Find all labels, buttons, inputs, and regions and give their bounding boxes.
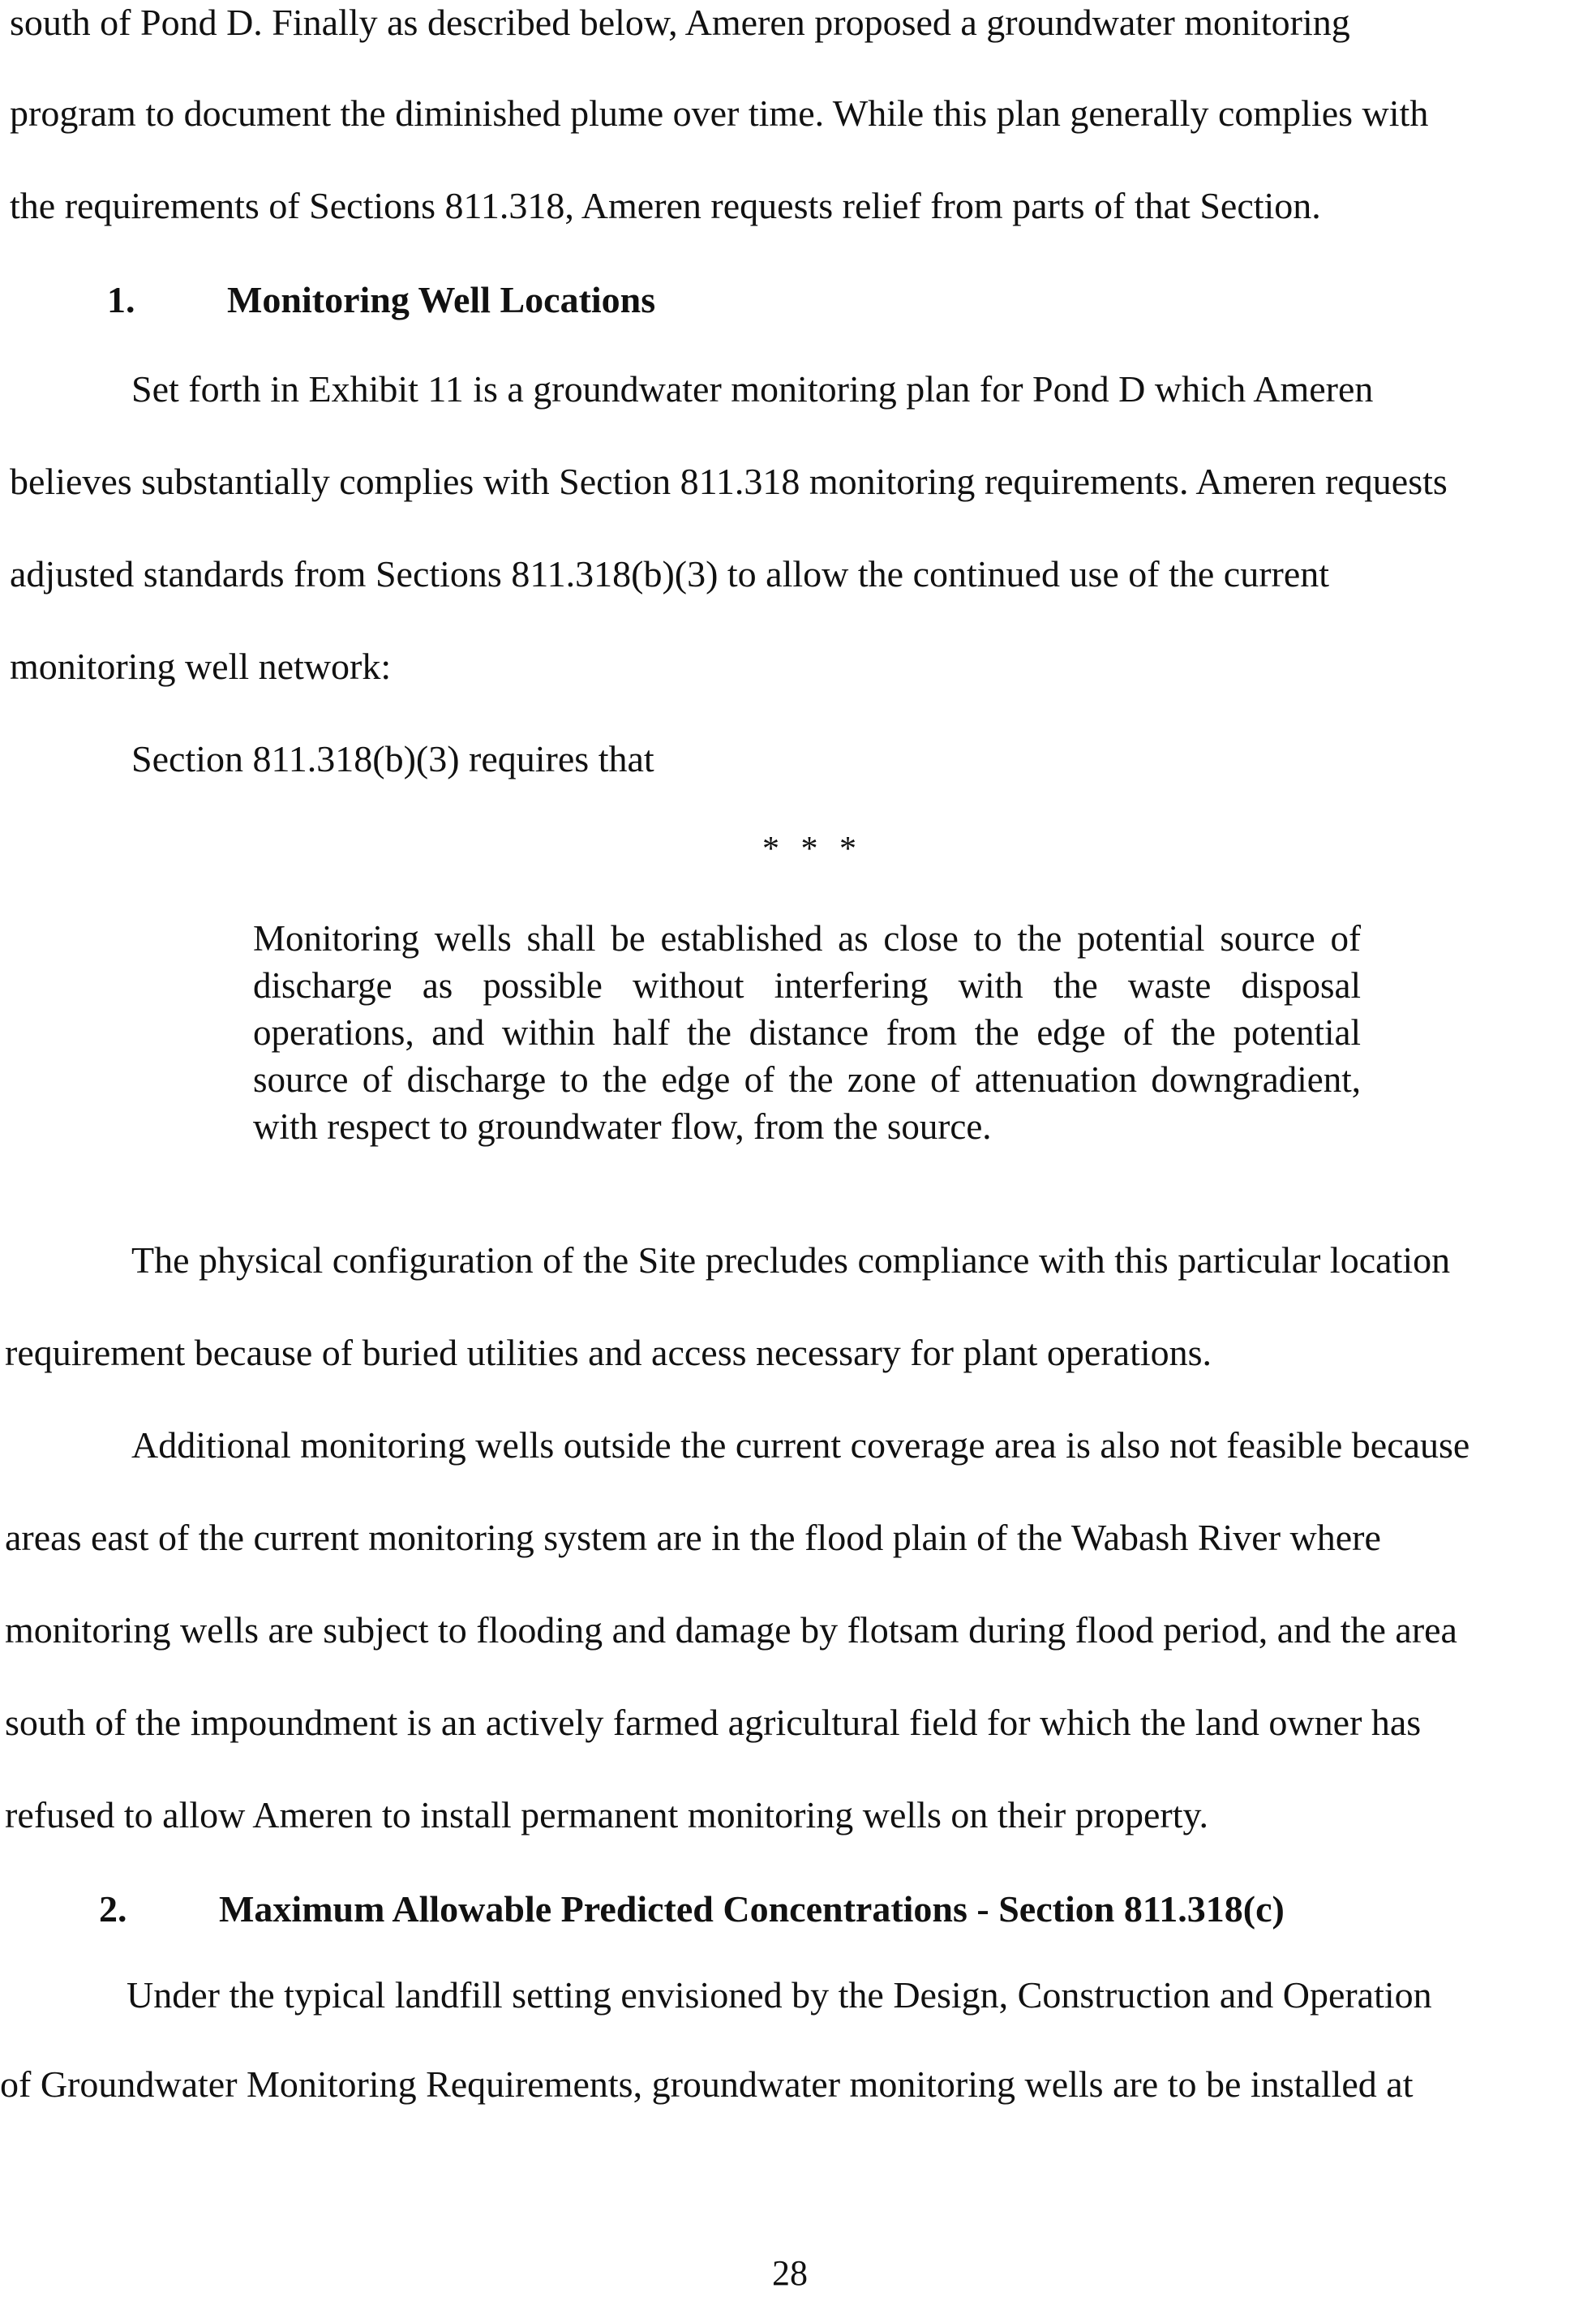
page-number: 28 (772, 2253, 808, 2293)
body-text-line: monitoring wells are subject to flooding and damage by flotsam during flood period, and the area (5, 1609, 1457, 1651)
body-text-line: requirement because of buried utilities and access necessary for plant operations. (5, 1332, 1212, 1373)
section-number: 2. (99, 1888, 127, 1930)
body-text-line: monitoring well network: (10, 646, 392, 687)
section-number: 1. (107, 279, 135, 320)
section-heading: Monitoring Well Locations (227, 279, 656, 320)
body-text-line: adjusted standards from Sections 811.318(b)(3) to allow the continued use of the current (10, 553, 1330, 595)
body-text-line: Section 811.318(b)(3) requires that (131, 738, 654, 779)
body-text-line: The physical configuration of the Site precludes compliance with this particular location (131, 1239, 1451, 1281)
body-text-line: Additional monitoring wells outside the current coverage area is also not feasible because (131, 1424, 1470, 1466)
body-text-line: believes substantially complies with Section 811.318 monitoring requirements. Ameren requests (10, 461, 1448, 502)
body-text-line: areas east of the current monitoring system are in the flood plain of the Wabash River where (5, 1517, 1381, 1558)
ellipsis-stars: * * * (762, 831, 863, 868)
body-text-line: Under the typical landfill setting envisioned by the Design, Construction and Operation (127, 1974, 1432, 2016)
body-text-line: south of Pond D. Finally as described below, Ameren proposed a groundwater monitoring (10, 2, 1350, 43)
body-text-line: refused to allow Ameren to install permanent monitoring wells on their property. (5, 1794, 1208, 1835)
section-heading: Maximum Allowable Predicted Concentrations - Section 811.318(c) (219, 1888, 1285, 1930)
body-text-line: Set forth in Exhibit 11 is a groundwater monitoring plan for Pond D which Ameren (131, 368, 1374, 410)
body-text-line: south of the impoundment is an actively farmed agricultural field for which the land owner has (5, 1702, 1422, 1743)
body-text-line: of Groundwater Monitoring Requirements, groundwater monitoring wells are to be installed at (0, 2063, 1414, 2105)
body-text-line: program to document the diminished plume over time. While this plan generally complies with (10, 92, 1429, 134)
body-text-line: the requirements of Sections 811.318, Ameren requests relief from parts of that Section. (10, 185, 1321, 226)
block-quote: Monitoring wells shall be established as close to the potential source of discharge as possible without interfering with the waste disposal operations, and within half the distance from the edge of the potential source of discharge to the edge of the zone of attenuation downgradient, with respect to groundwater flow, from the source. (253, 918, 1361, 1147)
